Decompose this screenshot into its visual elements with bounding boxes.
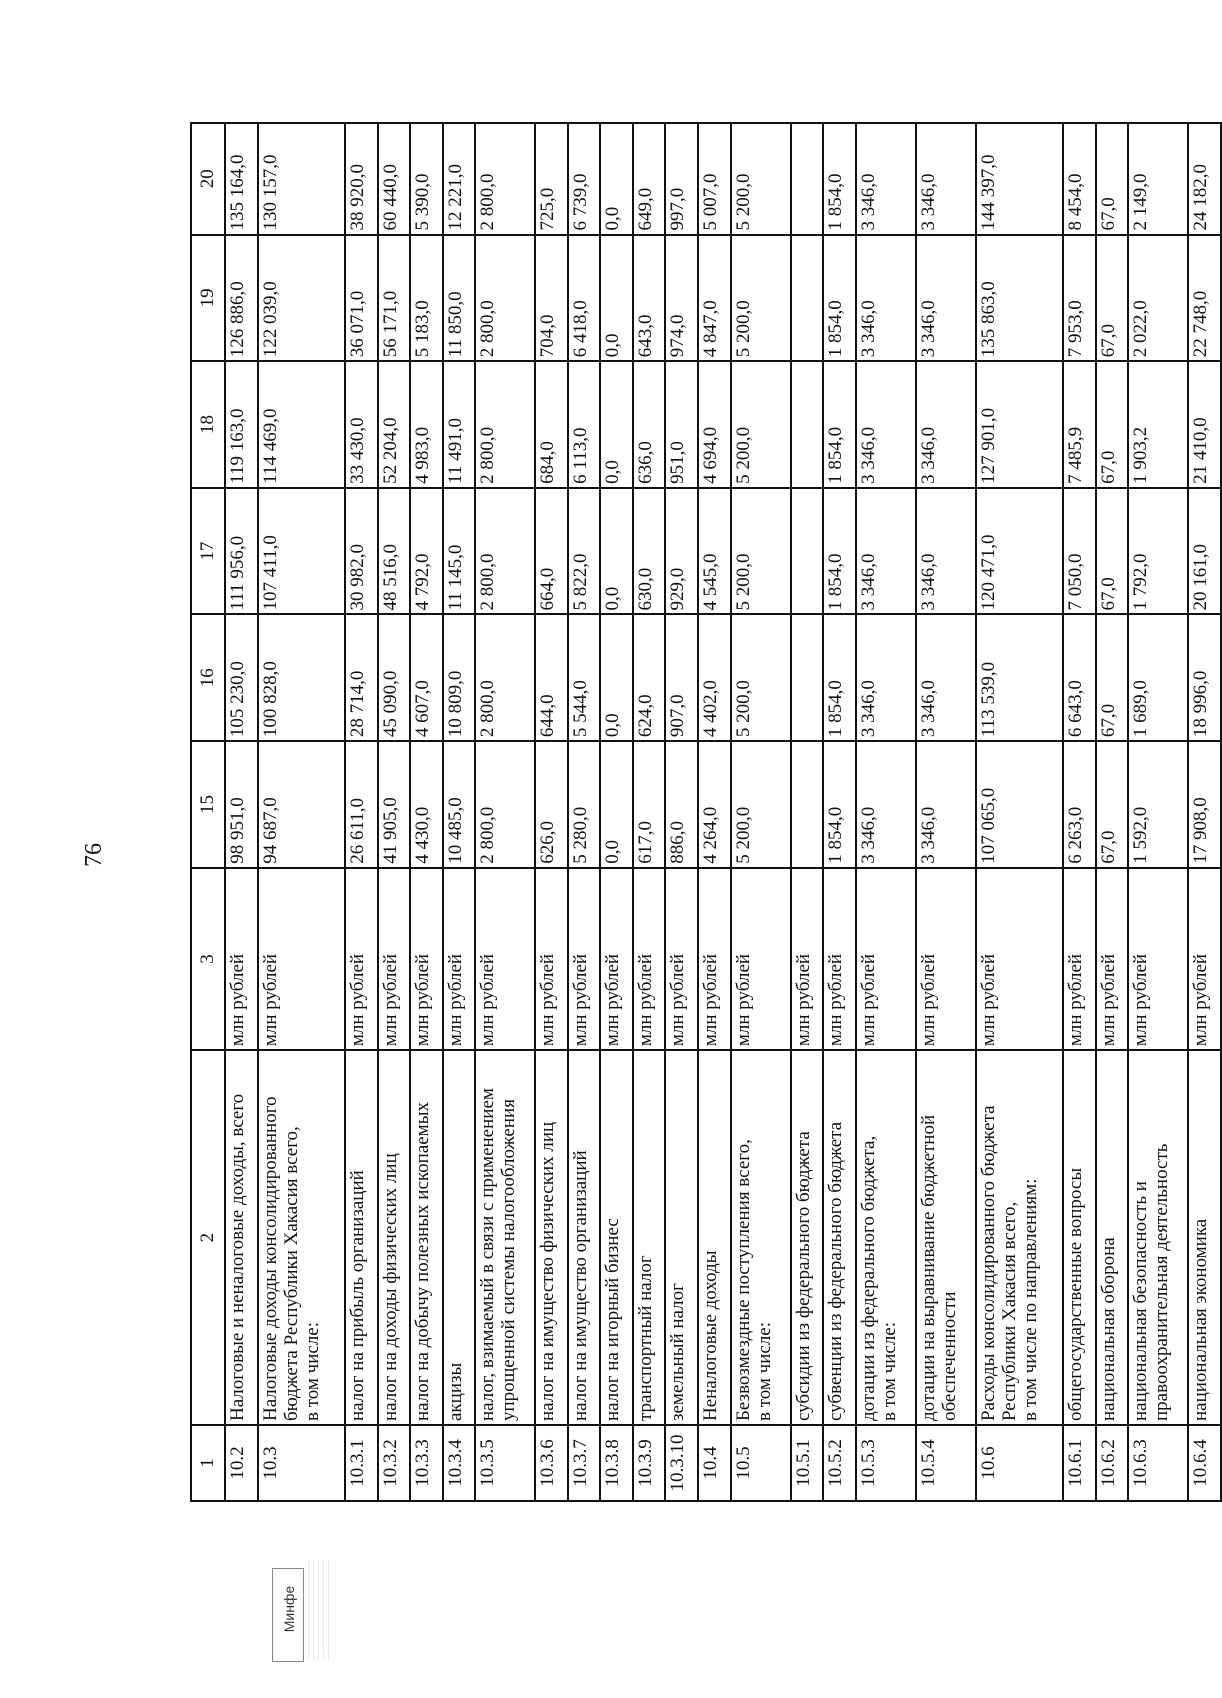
cell-unit: млн рублей xyxy=(1188,868,1221,1050)
table-row xyxy=(731,123,791,1501)
cell-indicator: субвенции из федерального бюджета xyxy=(823,1050,856,1425)
cell-unit: млн рублей xyxy=(475,868,535,1050)
cell-value-17: 929,0 xyxy=(665,488,698,615)
cell-value-15: 1 592,0 xyxy=(1128,741,1188,868)
cell-value-15: 26 611,0 xyxy=(345,741,378,868)
cell-unit: млн рублей xyxy=(410,868,443,1050)
cell-value-20: 135 164,0 xyxy=(225,123,258,235)
cell-value-16: 0,0 xyxy=(600,614,633,741)
budget-table xyxy=(190,122,1222,1502)
cell-value-17: 2 800,0 xyxy=(475,488,535,615)
cell-value-19: 5 200,0 xyxy=(731,235,791,362)
table-row xyxy=(823,123,856,1501)
cell-value-16: 3 346,0 xyxy=(856,614,916,741)
cell-value-17: 107 411,0 xyxy=(258,488,345,615)
cell-code: 10.3 xyxy=(258,1425,345,1501)
cell-value-16: 1 854,0 xyxy=(823,614,856,741)
cell-value-17: 30 982,0 xyxy=(345,488,378,615)
cell-value-17: 5 200,0 xyxy=(731,488,791,615)
cell-value-17: 7 050,0 xyxy=(1063,488,1096,615)
cell-value-19 xyxy=(791,235,824,362)
cell-value-19: 643,0 xyxy=(633,235,666,362)
cell-indicator: земельный налог xyxy=(665,1050,698,1425)
table-row xyxy=(1063,123,1096,1501)
cell-unit: млн рублей xyxy=(1096,868,1129,1050)
cell-code: 10.3.3 xyxy=(410,1425,443,1501)
cell-value-15 xyxy=(791,741,824,868)
cell-value-15: 0,0 xyxy=(600,741,633,868)
cell-code: 10.5 xyxy=(731,1425,791,1501)
cell-value-19: 135 863,0 xyxy=(976,235,1063,362)
table-body xyxy=(225,123,1221,1501)
cell-code: 10.5.4 xyxy=(916,1425,976,1501)
table-row xyxy=(345,123,378,1501)
cell-code: 10.6 xyxy=(976,1425,1063,1501)
cell-value-19: 5 183,0 xyxy=(410,235,443,362)
table-row xyxy=(258,123,345,1501)
cell-value-16: 67,0 xyxy=(1096,614,1129,741)
cell-value-18: 1 903,2 xyxy=(1128,361,1188,488)
cell-unit: млн рублей xyxy=(731,868,791,1050)
cell-code: 10.6.1 xyxy=(1063,1425,1096,1501)
cell-value-19: 22 748,0 xyxy=(1188,235,1221,362)
cell-unit: млн рублей xyxy=(258,868,345,1050)
cell-value-20: 0,0 xyxy=(600,123,633,235)
cell-value-17: 111 956,0 xyxy=(225,488,258,615)
cell-indicator: национальная безопасность и правоохранительная деятельность xyxy=(1128,1050,1188,1425)
cell-value-16 xyxy=(791,614,824,741)
cell-indicator: налог на доходы физических лиц xyxy=(378,1050,411,1425)
cell-unit: млн рублей xyxy=(916,868,976,1050)
cell-value-18: 33 430,0 xyxy=(345,361,378,488)
cell-value-16: 10 809,0 xyxy=(443,614,476,741)
cell-value-16: 644,0 xyxy=(535,614,568,741)
header-cell: 2 xyxy=(191,1050,225,1425)
cell-indicator: налог на игорный бизнес xyxy=(600,1050,633,1425)
cell-value-18: 6 113,0 xyxy=(568,361,601,488)
cell-value-17: 4 545,0 xyxy=(698,488,731,615)
cell-value-15: 617,0 xyxy=(633,741,666,868)
cell-code: 10.3.8 xyxy=(600,1425,633,1501)
header-cell: 15 xyxy=(191,741,225,868)
cell-indicator: налог на имущество физических лиц xyxy=(535,1050,568,1425)
cell-code: 10.5.2 xyxy=(823,1425,856,1501)
cell-value-15: 17 908,0 xyxy=(1188,741,1221,868)
table-row xyxy=(856,123,916,1501)
cell-value-20: 5 200,0 xyxy=(731,123,791,235)
watermark-stamp xyxy=(272,1568,304,1662)
cell-value-17: 67,0 xyxy=(1096,488,1129,615)
cell-value-15: 94 687,0 xyxy=(258,741,345,868)
faint-stamp-lines xyxy=(308,1560,332,1660)
cell-unit: млн рублей xyxy=(856,868,916,1050)
cell-value-18: 3 346,0 xyxy=(916,361,976,488)
cell-value-18: 114 469,0 xyxy=(258,361,345,488)
cell-value-18: 127 901,0 xyxy=(976,361,1063,488)
cell-value-20: 130 157,0 xyxy=(258,123,345,235)
cell-value-18: 0,0 xyxy=(600,361,633,488)
cell-value-17 xyxy=(791,488,824,615)
cell-code: 10.3.1 xyxy=(345,1425,378,1501)
budget-table-rotated xyxy=(190,122,1222,1502)
cell-value-20: 1 854,0 xyxy=(823,123,856,235)
cell-value-18: 684,0 xyxy=(535,361,568,488)
cell-value-16: 113 539,0 xyxy=(976,614,1063,741)
table-row xyxy=(633,123,666,1501)
cell-unit: млн рублей xyxy=(535,868,568,1050)
cell-indicator: дотации на выравнивание бюджетной обеспеченности xyxy=(916,1050,976,1425)
header-cell: 16 xyxy=(191,614,225,741)
cell-code: 10.3.9 xyxy=(633,1425,666,1501)
cell-value-15: 1 854,0 xyxy=(823,741,856,868)
header-cell: 18 xyxy=(191,361,225,488)
cell-code: 10.3.10 xyxy=(665,1425,698,1501)
cell-value-19: 126 886,0 xyxy=(225,235,258,362)
cell-unit: млн рублей xyxy=(698,868,731,1050)
cell-code: 10.2 xyxy=(225,1425,258,1501)
cell-unit: млн рублей xyxy=(823,868,856,1050)
cell-value-19: 122 039,0 xyxy=(258,235,345,362)
cell-value-18: 2 800,0 xyxy=(475,361,535,488)
cell-indicator: национальная оборона xyxy=(1096,1050,1129,1425)
cell-value-15: 886,0 xyxy=(665,741,698,868)
table-row xyxy=(665,123,698,1501)
table-row xyxy=(535,123,568,1501)
cell-indicator: Налоговые доходы консолидированного бюджета Республики Хакасия всего, в том числе: xyxy=(258,1050,345,1425)
cell-value-19: 7 953,0 xyxy=(1063,235,1096,362)
cell-value-18: 4 983,0 xyxy=(410,361,443,488)
cell-value-17: 20 161,0 xyxy=(1188,488,1221,615)
table-row xyxy=(568,123,601,1501)
cell-indicator: налог на добычу полезных ископаемых xyxy=(410,1050,443,1425)
cell-value-15: 4 264,0 xyxy=(698,741,731,868)
cell-unit: млн рублей xyxy=(378,868,411,1050)
cell-value-19: 11 850,0 xyxy=(443,235,476,362)
header-cell: 17 xyxy=(191,488,225,615)
cell-value-19: 2 022,0 xyxy=(1128,235,1188,362)
cell-value-15: 98 951,0 xyxy=(225,741,258,868)
cell-value-18: 11 491,0 xyxy=(443,361,476,488)
cell-value-20: 144 397,0 xyxy=(976,123,1063,235)
cell-value-18: 1 854,0 xyxy=(823,361,856,488)
cell-code: 10.3.6 xyxy=(535,1425,568,1501)
cell-unit: млн рублей xyxy=(568,868,601,1050)
cell-unit: млн рублей xyxy=(443,868,476,1050)
table-row xyxy=(443,123,476,1501)
cell-value-20: 649,0 xyxy=(633,123,666,235)
cell-value-18: 3 346,0 xyxy=(856,361,916,488)
cell-code: 10.3.7 xyxy=(568,1425,601,1501)
cell-value-18: 7 485,9 xyxy=(1063,361,1096,488)
cell-code: 10.6.3 xyxy=(1128,1425,1188,1501)
cell-value-18: 21 410,0 xyxy=(1188,361,1221,488)
cell-value-20: 60 440,0 xyxy=(378,123,411,235)
cell-value-19: 67,0 xyxy=(1096,235,1129,362)
cell-value-20: 2 149,0 xyxy=(1128,123,1188,235)
cell-indicator: общегосударственные вопросы xyxy=(1063,1050,1096,1425)
cell-unit: млн рублей xyxy=(976,868,1063,1050)
cell-value-17: 1 792,0 xyxy=(1128,488,1188,615)
cell-value-20: 12 221,0 xyxy=(443,123,476,235)
cell-value-18: 52 204,0 xyxy=(378,361,411,488)
cell-value-20 xyxy=(791,123,824,235)
table-row xyxy=(600,123,633,1501)
cell-value-17: 0,0 xyxy=(600,488,633,615)
cell-value-19: 4 847,0 xyxy=(698,235,731,362)
cell-value-16: 5 544,0 xyxy=(568,614,601,741)
cell-value-16: 3 346,0 xyxy=(916,614,976,741)
cell-unit: млн рублей xyxy=(225,868,258,1050)
header-cell: 3 xyxy=(191,868,225,1050)
cell-value-16: 4 607,0 xyxy=(410,614,443,741)
cell-value-17: 664,0 xyxy=(535,488,568,615)
cell-indicator: Безвозмездные поступления всего, в том числе: xyxy=(731,1050,791,1425)
cell-code: 10.5.3 xyxy=(856,1425,916,1501)
cell-value-18: 636,0 xyxy=(633,361,666,488)
cell-value-16: 6 643,0 xyxy=(1063,614,1096,741)
cell-indicator: налог, взимаемый в связи с применением упрощенной системы налогообложения xyxy=(475,1050,535,1425)
page-number: 76 xyxy=(81,843,107,867)
cell-indicator: Налоговые и неналоговые доходы, всего xyxy=(225,1050,258,1425)
table-row xyxy=(976,123,1063,1501)
cell-code: 10.4 xyxy=(698,1425,731,1501)
cell-value-17: 5 822,0 xyxy=(568,488,601,615)
cell-value-16: 2 800,0 xyxy=(475,614,535,741)
cell-value-15: 5 280,0 xyxy=(568,741,601,868)
cell-value-16: 624,0 xyxy=(633,614,666,741)
table-row xyxy=(791,123,824,1501)
cell-value-19: 974,0 xyxy=(665,235,698,362)
cell-unit: млн рублей xyxy=(791,868,824,1050)
cell-value-17: 48 516,0 xyxy=(378,488,411,615)
cell-value-15: 4 430,0 xyxy=(410,741,443,868)
cell-value-19: 1 854,0 xyxy=(823,235,856,362)
cell-indicator: Расходы консолидированного бюджета Республики Хакасия всего, в том числе по направлениям: xyxy=(976,1050,1063,1425)
cell-value-15: 3 346,0 xyxy=(856,741,916,868)
table-row xyxy=(475,123,535,1501)
cell-value-17: 120 471,0 xyxy=(976,488,1063,615)
table-row xyxy=(378,123,411,1501)
cell-unit: млн рублей xyxy=(665,868,698,1050)
cell-value-17: 3 346,0 xyxy=(856,488,916,615)
stamp-text: Минфе xyxy=(281,1585,297,1633)
cell-value-15: 41 905,0 xyxy=(378,741,411,868)
cell-value-15: 6 263,0 xyxy=(1063,741,1096,868)
cell-value-19: 36 071,0 xyxy=(345,235,378,362)
cell-value-20: 8 454,0 xyxy=(1063,123,1096,235)
table-row xyxy=(410,123,443,1501)
cell-value-15: 5 200,0 xyxy=(731,741,791,868)
cell-value-20: 24 182,0 xyxy=(1188,123,1221,235)
table-row xyxy=(1188,123,1221,1501)
cell-code: 10.3.5 xyxy=(475,1425,535,1501)
cell-value-20: 997,0 xyxy=(665,123,698,235)
cell-value-18: 5 200,0 xyxy=(731,361,791,488)
cell-value-19: 0,0 xyxy=(600,235,633,362)
cell-value-16: 1 689,0 xyxy=(1128,614,1188,741)
cell-value-20: 3 346,0 xyxy=(856,123,916,235)
table-row xyxy=(916,123,976,1501)
table-row xyxy=(698,123,731,1501)
cell-value-18 xyxy=(791,361,824,488)
cell-value-19: 3 346,0 xyxy=(856,235,916,362)
header-cell: 20 xyxy=(191,123,225,235)
cell-value-16: 907,0 xyxy=(665,614,698,741)
header-cell: 19 xyxy=(191,235,225,362)
cell-value-17: 1 854,0 xyxy=(823,488,856,615)
cell-value-17: 630,0 xyxy=(633,488,666,615)
cell-value-20: 5 007,0 xyxy=(698,123,731,235)
cell-value-16: 100 828,0 xyxy=(258,614,345,741)
cell-value-17: 4 792,0 xyxy=(410,488,443,615)
cell-value-17: 11 145,0 xyxy=(443,488,476,615)
header-cell: 1 xyxy=(191,1425,225,1501)
cell-value-19: 6 418,0 xyxy=(568,235,601,362)
cell-indicator: транспортный налог xyxy=(633,1050,666,1425)
cell-value-20: 2 800,0 xyxy=(475,123,535,235)
cell-value-16: 18 996,0 xyxy=(1188,614,1221,741)
cell-value-15: 67,0 xyxy=(1096,741,1129,868)
cell-value-20: 5 390,0 xyxy=(410,123,443,235)
cell-code: 10.6.2 xyxy=(1096,1425,1129,1501)
cell-value-16: 45 090,0 xyxy=(378,614,411,741)
cell-value-15: 10 485,0 xyxy=(443,741,476,868)
cell-indicator: налог на имущество организаций xyxy=(568,1050,601,1425)
cell-indicator: налог на прибыль организаций xyxy=(345,1050,378,1425)
cell-code: 10.6.4 xyxy=(1188,1425,1221,1501)
cell-value-18: 119 163,0 xyxy=(225,361,258,488)
cell-value-15: 107 065,0 xyxy=(976,741,1063,868)
cell-value-16: 5 200,0 xyxy=(731,614,791,741)
cell-unit: млн рублей xyxy=(345,868,378,1050)
table-row xyxy=(225,123,258,1501)
cell-unit: млн рублей xyxy=(1128,868,1188,1050)
cell-value-15: 2 800,0 xyxy=(475,741,535,868)
cell-value-15: 626,0 xyxy=(535,741,568,868)
table-row xyxy=(1096,123,1129,1501)
cell-value-19: 3 346,0 xyxy=(916,235,976,362)
header-row xyxy=(191,123,225,1501)
cell-value-16: 4 402,0 xyxy=(698,614,731,741)
cell-indicator: Неналоговые доходы xyxy=(698,1050,731,1425)
cell-value-20: 3 346,0 xyxy=(916,123,976,235)
cell-value-18: 67,0 xyxy=(1096,361,1129,488)
cell-value-17: 3 346,0 xyxy=(916,488,976,615)
cell-value-19: 2 800,0 xyxy=(475,235,535,362)
cell-code: 10.3.4 xyxy=(443,1425,476,1501)
cell-code: 10.3.2 xyxy=(378,1425,411,1501)
table-row xyxy=(1128,123,1188,1501)
cell-indicator: национальная экономика xyxy=(1188,1050,1221,1425)
cell-indicator: субсидии из федерального бюджета xyxy=(791,1050,824,1425)
cell-value-20: 725,0 xyxy=(535,123,568,235)
cell-code: 10.5.1 xyxy=(791,1425,824,1501)
cell-unit: млн рублей xyxy=(1063,868,1096,1050)
cell-value-19: 56 171,0 xyxy=(378,235,411,362)
cell-value-20: 67,0 xyxy=(1096,123,1129,235)
cell-value-16: 28 714,0 xyxy=(345,614,378,741)
cell-value-16: 105 230,0 xyxy=(225,614,258,741)
cell-value-18: 4 694,0 xyxy=(698,361,731,488)
cell-value-20: 38 920,0 xyxy=(345,123,378,235)
cell-value-15: 3 346,0 xyxy=(916,741,976,868)
cell-value-18: 951,0 xyxy=(665,361,698,488)
cell-indicator: акцизы xyxy=(443,1050,476,1425)
cell-unit: млн рублей xyxy=(633,868,666,1050)
cell-indicator: дотации из федерального бюджета, в том числе: xyxy=(856,1050,916,1425)
cell-value-20: 6 739,0 xyxy=(568,123,601,235)
cell-value-19: 704,0 xyxy=(535,235,568,362)
cell-unit: млн рублей xyxy=(600,868,633,1050)
